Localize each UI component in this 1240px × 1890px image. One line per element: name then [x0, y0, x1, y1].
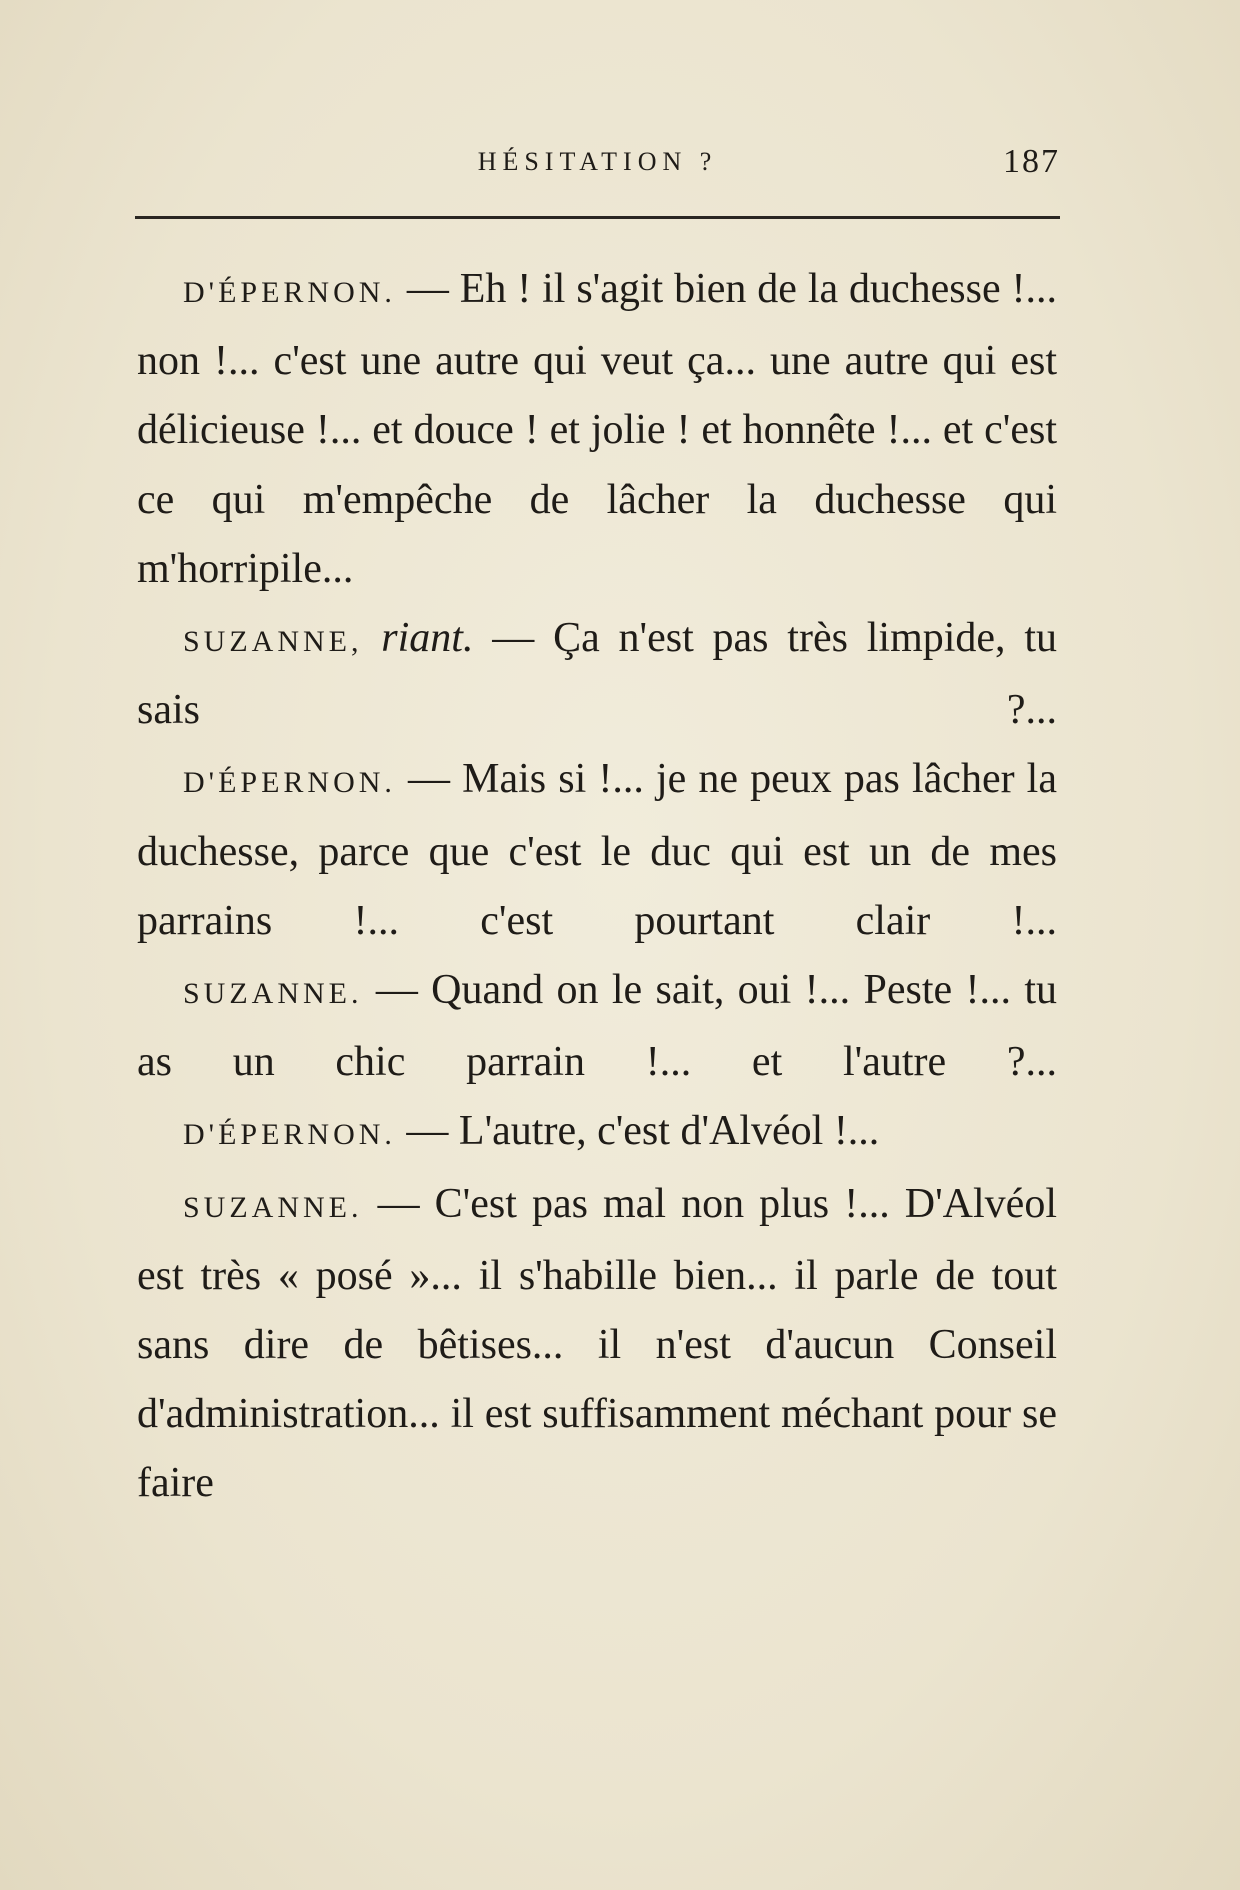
dialogue-text: — Ça n'est pas très limpide, tu sais ?...: [137, 615, 1058, 734]
speaker-name: SUZANNE,: [183, 625, 363, 659]
paragraph-5: [137, 1097, 1057, 1169]
stage-direction: riant.: [381, 615, 474, 662]
header-rule: [135, 216, 1060, 219]
paragraph-1: [137, 255, 1057, 604]
running-title: HÉSITATION ?: [477, 147, 718, 176]
dialogue-text: — Eh ! il s'agit bien de la duchesse !... non !... c'est une autre qui veut ça... une autre qui est délicieuse !... et douce ! et jolie ! et honnête !... et c'est ce qui m'empêche de lâcher la duchesse qui m'horripile...: [137, 266, 1058, 592]
speaker-name: D'ÉPERNON.: [183, 766, 396, 800]
page-number: 187: [1003, 143, 1060, 180]
speaker-name: SUZANNE.: [183, 1190, 363, 1224]
dialogue-text: — Mais si !... je ne peux pas lâcher la duchesse, parce que c'est le duc qui est un de mes parrains !... c'est pourtant clair !...: [137, 756, 1057, 944]
dialogue-text: — Quand on le sait, oui !... Peste !... tu as un chic parrain !... et l'autre ?...: [137, 967, 1057, 1086]
speaker-name: SUZANNE.: [183, 977, 363, 1011]
paragraph-6: [137, 1170, 1057, 1519]
speaker-name: D'ÉPERNON.: [183, 1118, 396, 1152]
running-head: [135, 140, 1060, 184]
dialogue-text: — C'est pas mal non plus !... D'Alvéol est très « posé »... il s'habille bien... il parle de tout sans dire de bêtises... il n'est d'aucun Conseil d'administration... il est suffisamment méchant pour se faire: [137, 1180, 1057, 1507]
speaker-name: D'ÉPERNON.: [183, 276, 396, 309]
paragraph-2: [137, 604, 1057, 745]
paragraph-4: [137, 956, 1057, 1097]
text-body: [137, 255, 1057, 1519]
dialogue-text: — L'autre, c'est d'Alvéol !...: [406, 1108, 880, 1155]
paragraph-3: [137, 745, 1057, 956]
